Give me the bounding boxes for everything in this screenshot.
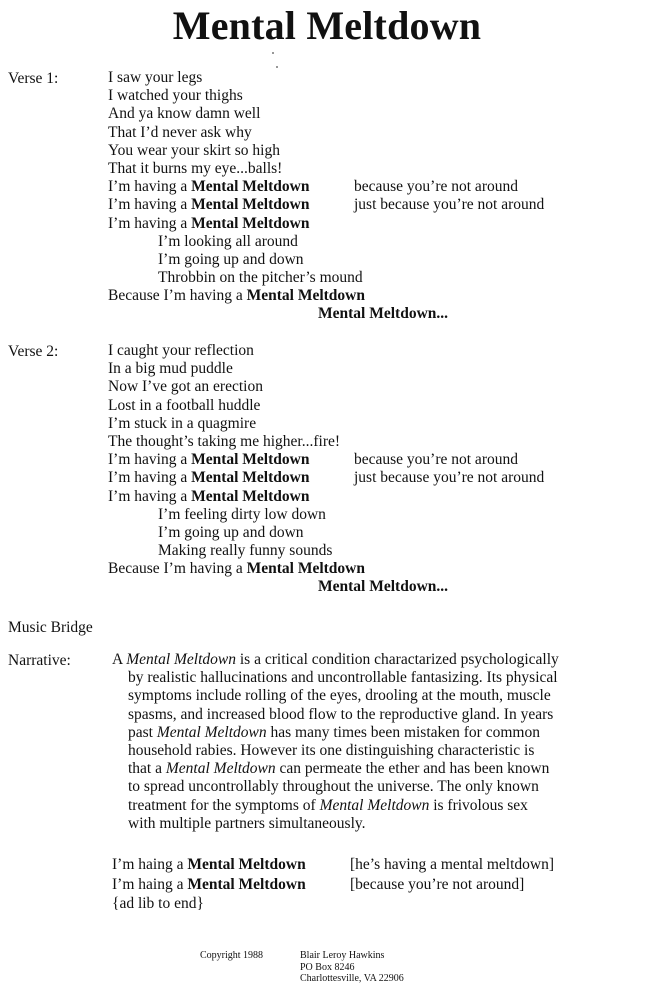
lyric-bold: Mental Meltdown xyxy=(191,196,310,214)
lyric-prefix: I’m having a xyxy=(108,487,192,505)
lyric-bold: Mental Meltdown xyxy=(191,487,310,505)
lyric-line: I’m going up and down xyxy=(158,523,304,541)
lyric-line: In a big mud puddle xyxy=(108,360,233,378)
music-bridge-label: Music Bridge xyxy=(8,619,93,636)
author-address xyxy=(300,950,404,985)
narrative-italic: Mental Meltdown xyxy=(156,723,267,741)
narrative-line: treatment for the symptoms of Mental Meltdown is frivolous sex xyxy=(128,796,528,814)
lyric-closing: Mental Meltdown... xyxy=(318,305,449,323)
lyric-tail: because you’re not around xyxy=(354,451,518,469)
copyright-notice: Copyright 1988 xyxy=(200,950,264,961)
lyric-closing: Mental Meltdown... xyxy=(318,578,449,596)
lyric-line: Lost in a football huddle xyxy=(108,396,261,414)
lyric-prefix: I’m having a xyxy=(108,469,192,487)
author-po-box: PO Box 8246 xyxy=(300,961,355,973)
lyric-line: I’m looking all around xyxy=(158,232,298,250)
lyric-line: I’m stuck in a quagmire xyxy=(108,414,257,432)
lyric-line xyxy=(108,469,545,487)
narrative-line: that a Mental Meltdown can permeate the ether and has been known xyxy=(128,760,550,778)
lyric-bold: Mental Meltdown xyxy=(191,214,310,232)
lyric-line: Making really funny sounds xyxy=(158,542,333,560)
lyric-bold: Mental Meltdown xyxy=(191,178,310,196)
lyric-line: And ya know damn well xyxy=(108,105,261,123)
lyric-line: The thought’s taking me higher...fire! xyxy=(108,432,341,450)
lyric-tail: just because you’re not around xyxy=(354,196,545,214)
narrative-line: by realistic hallucinations and uncontrollable fantasizing. Its physical xyxy=(128,669,558,687)
verse-2-label: Verse 2: xyxy=(8,343,59,360)
lyric-prefix: I’m haing a xyxy=(112,856,188,873)
lyric-bold: Mental Meltdown xyxy=(187,856,306,873)
lyric-line: I saw your legs xyxy=(108,69,203,86)
author-name: Blair Leroy Hawkins xyxy=(300,950,385,961)
verse-2-lyrics xyxy=(108,342,545,597)
lyric-tail: just because you’re not around xyxy=(354,469,545,487)
narrative-label: Narrative: xyxy=(8,652,71,669)
narrative-paragraph xyxy=(112,651,654,833)
lyric-line: That I’d never ask why xyxy=(108,123,252,141)
lyric-bold: Mental Meltdown xyxy=(246,560,365,578)
lyric-line xyxy=(108,578,448,596)
lyric-line: {ad lib to end} xyxy=(112,895,204,912)
author-city: Charlottesville, VA 22906 xyxy=(300,973,404,984)
scan-speck xyxy=(276,66,278,68)
page-title: Mental Meltdown xyxy=(172,3,482,48)
narrative-line: with multiple partners simultaneously. xyxy=(128,814,366,832)
lyric-line xyxy=(108,560,448,578)
narrative-italic: Mental Meltdown xyxy=(165,760,276,778)
narrative-italic: Mental Meltdown xyxy=(126,651,236,668)
verse-1-lyrics xyxy=(108,69,545,324)
lyric-line xyxy=(108,196,545,214)
lyric-prefix: Because I’m having a xyxy=(108,287,247,305)
lyric-line xyxy=(108,488,448,506)
lyric-prefix: I’m haing a xyxy=(112,875,188,893)
lyric-line: I caught your reflection xyxy=(108,342,254,359)
lyric-line: That it burns my eye...balls! xyxy=(108,159,283,177)
lyric-bold: Mental Meltdown xyxy=(187,875,306,893)
lyric-prefix: I’m having a xyxy=(108,178,192,196)
lyric-tail: because you’re not around xyxy=(354,178,518,196)
narrative-line: spasms, and increased blood flow to the reproductive gland. In years xyxy=(128,705,554,723)
narrative-body xyxy=(112,669,654,833)
lyric-tail: [he’s having a mental meltdown] xyxy=(350,856,555,873)
scan-speck xyxy=(272,52,274,54)
narrative-italic: Mental Meltdown xyxy=(319,796,430,814)
ending-lyrics xyxy=(112,855,555,914)
lyric-line: Throbbin on the pitcher’s mound xyxy=(158,269,363,287)
lyric-line: I’m feeling dirty low down xyxy=(158,505,326,523)
verse-1-label: Verse 1: xyxy=(8,70,59,87)
lyric-line xyxy=(108,215,448,233)
narrative-line: A Mental Meltdown is a critical condition charactarized psychologically xyxy=(112,651,559,668)
narrative-line: household rabies. However its one distinguishing characteristic is xyxy=(128,742,535,760)
lyric-bold: Mental Meltdown xyxy=(191,469,310,487)
lyric-line xyxy=(108,305,448,323)
lyric-line xyxy=(112,875,525,895)
narrative-line: past Mental Meltdown has many times been mistaken for common xyxy=(128,723,540,741)
lyric-line: I watched your thighs xyxy=(108,87,243,105)
lyric-line xyxy=(112,855,555,875)
lyric-prefix: I’m having a xyxy=(108,214,192,232)
lyric-line xyxy=(108,451,518,469)
lyric-prefix: Because I’m having a xyxy=(108,560,247,578)
lyric-prefix: I’m having a xyxy=(108,196,192,214)
lyric-prefix: I’m having a xyxy=(108,451,192,469)
lyric-line xyxy=(108,287,448,305)
lyric-line: Now I’ve got an erection xyxy=(108,378,263,396)
narrative-line: to spread uncontrollably throughout the universe. The only known xyxy=(128,778,539,796)
lyric-tail: [because you’re not around] xyxy=(350,875,525,893)
lyric-bold: Mental Meltdown xyxy=(191,451,310,469)
narrative-line: symptoms include rolling of the eyes, drooling at the mouth, muscle xyxy=(128,687,551,705)
lyric-line: You wear your skirt so high xyxy=(108,141,280,159)
lyric-line xyxy=(108,178,518,196)
lyric-bold: Mental Meltdown xyxy=(246,287,365,305)
lyric-line: I’m going up and down xyxy=(158,250,304,268)
